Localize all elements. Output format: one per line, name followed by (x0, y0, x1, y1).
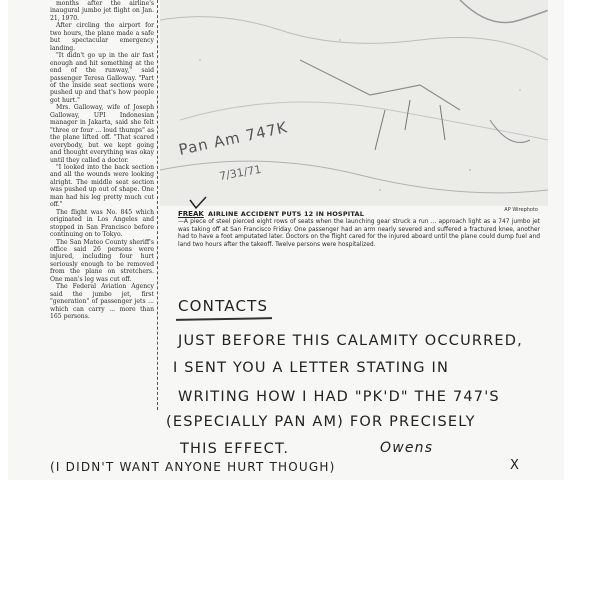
x-mark: X (510, 458, 521, 473)
caption-body: —A piece of steel pierced eight rows of seats when the launching gear struck a run ... approach light as a 747 jumbo jet was taking off at San Francisco Friday. One passenger had an arm nearly severed and suffered a fractured knee, another had to have a foot amputated later. Doctors on the flight cared for the injured aboard until the plane could dump fuel and land two hours after the takeoff. Twelve persons were hospitalized. (178, 219, 540, 248)
column-paragraph: "I looked into the back section and all the wounds were looking alright. The middle seat section was pushed up out of shape. One man had his leg pretty much cut off." (50, 163, 154, 209)
handwritten-freak-mark: FREAK (178, 210, 204, 218)
signature: Owens (380, 440, 434, 456)
handwritten-line: I SENT YOU A LETTER STATING IN (173, 360, 450, 376)
handwritten-line: WRITING HOW I HAD "PK'D" THE 747'S (178, 389, 500, 405)
column-paragraph: After circling the airport for two hours, the plane made a safe but spectacular emergency landing. (50, 22, 154, 52)
column-paragraph: The Federal Aviation Agency said the jumbo jet, first "generation" of passenger jets ... which can carry ... more than 165 persons. (50, 283, 154, 321)
heading-underline (176, 317, 272, 321)
handwritten-heading: CONTACTS (178, 297, 269, 315)
column-paragraph: The San Mateo County sheriff's office said 26 persons were injured, including four hurt seriously enough to be removed from the plane on stretchers. One man's leg was cut off. (50, 238, 154, 283)
column-paragraph: months after the airline's inaugural jumbo jet flight on Jan. 21, 1970. (50, 0, 154, 22)
column-paragraph: The flight was No. 845 which originated in Los Angeles and stopped in San Francisco before continuing on to Tokyo. (50, 208, 154, 239)
photo-annotation-2: 7/31/71 (218, 162, 263, 183)
column-paragraph: Mrs. Galloway, wife of Joseph Galloway, UPI Indonesian manager in Jakarta, said she felt "three or four ... loud thumps" as the plane lifted off. "That scared everybody, but we kept going and thought everything was okay until they called a doctor. (50, 104, 154, 164)
caption-headline: AIRLINE ACCIDENT PUTS 12 IN HOSPITAL (208, 210, 365, 218)
column-divider (157, 0, 159, 410)
photo-annotation-1: Pan Am 747K (177, 118, 290, 159)
news-photo (160, 0, 548, 206)
handwritten-bottom-note: (I DIDN'T WANT ANYONE HURT THOUGH) (50, 460, 336, 474)
photo-credit: AP Wirephoto (504, 207, 538, 213)
column-paragraph: "It didn't go up in the air fast enough and hit something at the end of the runway," said passenger Teresa Galloway. "Part of the inside seat sections were pushed up and that's how people got hurt." (50, 52, 154, 104)
handwritten-line: JUST BEFORE THIS CALAMITY OCCURRED, (178, 333, 523, 349)
handwritten-line: (ESPECIALLY PAN AM) FOR PRECISELY (166, 414, 476, 430)
handwritten-line: THIS EFFECT. (180, 441, 290, 457)
news-column (50, 0, 154, 410)
scanned-document (8, 0, 564, 480)
